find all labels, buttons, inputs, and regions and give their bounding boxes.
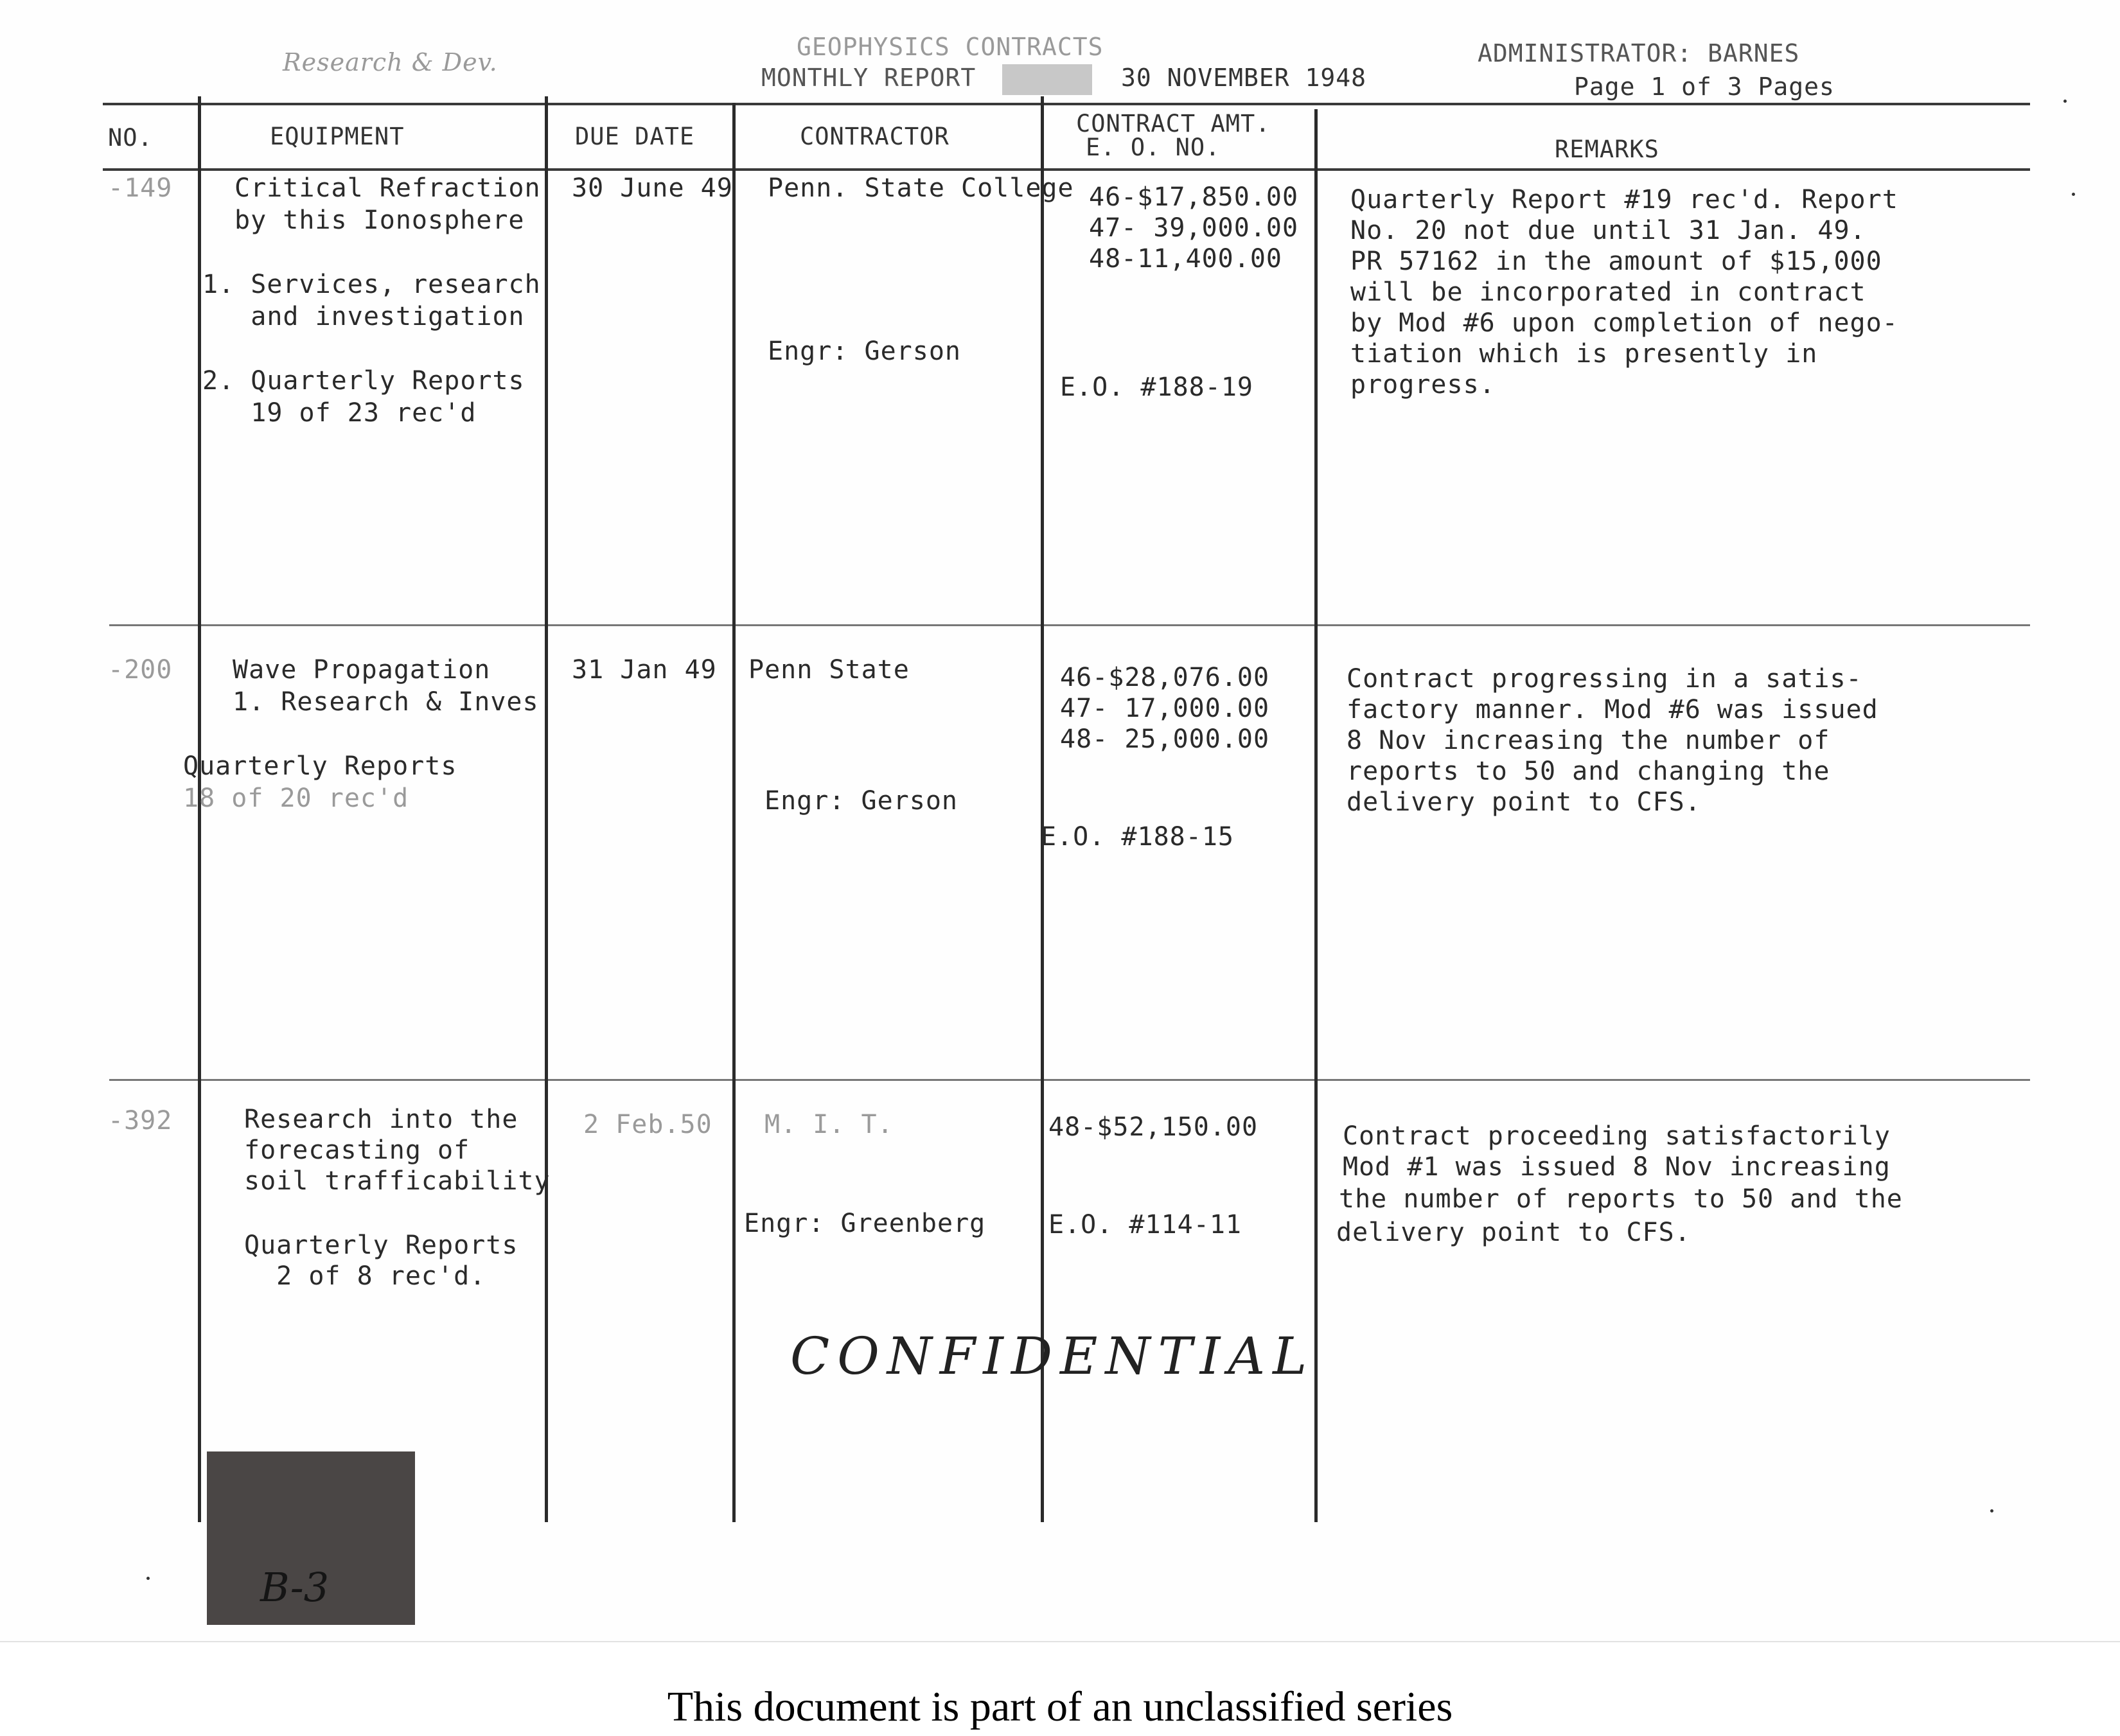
row3-remark-3: the number of reports to 50 and the: [1339, 1184, 1903, 1214]
row2-amount-3: 48- 25,000.00: [1060, 724, 1270, 754]
row1-remark-5: by Mod #6 upon completion of nego-: [1350, 308, 1898, 338]
row2-eo: E.O. #188-15: [1041, 822, 1234, 852]
col-header-contractor: CONTRACTOR: [800, 123, 950, 150]
row1-equip-1: Critical Refraction: [234, 173, 541, 203]
col-header-no: NO.: [108, 124, 153, 152]
row1-remark-1: Quarterly Report #19 rec'd. Report: [1350, 185, 1898, 215]
row3-amount-1: 48-$52,150.00: [1048, 1112, 1259, 1142]
speck: [146, 1577, 150, 1580]
row3-equip-1: Research into the: [244, 1105, 518, 1134]
row2-remark-5: delivery point to CFS.: [1347, 787, 1701, 817]
col-header-contract-amt: CONTRACT AMT.: [1076, 110, 1271, 137]
row2-remark-4: reports to 50 and changing the: [1347, 757, 1830, 786]
row2-contractor: Penn State: [748, 655, 910, 685]
rule-row-1: [109, 624, 2030, 626]
speck: [2063, 100, 2067, 103]
vrule-4: [1041, 96, 1044, 1522]
row3-equip-6: 2 of 8 rec'd.: [244, 1261, 486, 1291]
row3-no: -392: [108, 1106, 173, 1135]
speck: [1990, 1509, 1993, 1512]
row2-remark-3: 8 Nov increasing the number of: [1347, 726, 1830, 755]
report-title: MONTHLY REPORT: [761, 64, 976, 92]
row2-remark-2: factory manner. Mod #6 was issued: [1347, 695, 1878, 724]
row1-equip-7: 2. Quarterly Reports: [202, 366, 525, 396]
row2-amount-1: 46-$28,076.00: [1060, 663, 1270, 692]
row3-remark-2: Mod #1 was issued 8 Nov increasing: [1343, 1152, 1891, 1182]
row3-remark-4: delivery point to CFS.: [1336, 1218, 1691, 1247]
row2-no: -200: [108, 655, 173, 685]
row1-remark-2: No. 20 not due until 31 Jan. 49.: [1350, 216, 1866, 245]
row1-due-date: 30 June 49: [572, 173, 733, 203]
row1-remark-4: will be incorporated in contract: [1350, 277, 1866, 307]
row1-no: -149: [108, 173, 173, 203]
row2-due-date: 31 Jan 49: [572, 655, 717, 685]
col-header-remarks: REMARKS: [1555, 136, 1659, 163]
row1-contractor: Penn. State College: [768, 173, 1074, 203]
col-header-due-date: DUE DATE: [575, 123, 695, 150]
speck: [2072, 193, 2075, 196]
vrule-3: [732, 103, 736, 1522]
redaction-block: [1002, 64, 1092, 95]
row3-contractor: M. I. T.: [764, 1110, 894, 1139]
row3-engineer: Engr: Greenberg: [744, 1209, 986, 1238]
col-header-eo: E. O. NO.: [1086, 134, 1221, 161]
vrule-5: [1314, 109, 1318, 1522]
row3-eo: E.O. #114-11: [1048, 1210, 1242, 1240]
row1-equip-4: 1. Services, research: [202, 270, 541, 299]
agency-title: GEOPHYSICS CONTRACTS: [797, 33, 1104, 61]
row3-equip-5: Quarterly Reports: [244, 1231, 518, 1260]
footer-note: This document is part of an unclassified series: [667, 1683, 1453, 1730]
row1-equip-8: 19 of 23 rec'd: [202, 398, 477, 428]
row2-equip-1: Wave Propagation: [233, 655, 491, 685]
page-separator: [0, 1641, 2120, 1642]
row1-amount-2: 47- 39,000.00: [1089, 213, 1299, 243]
row1-remark-7: progress.: [1350, 370, 1496, 399]
confidential-handwriting: CONFIDENTIAL: [790, 1326, 1315, 1386]
row3-remark-1: Contract proceeding satisfactorily: [1343, 1121, 1891, 1151]
col-header-equipment: EQUIPMENT: [270, 123, 405, 150]
report-date: 30 NOVEMBER 1948: [1121, 64, 1367, 92]
stamp-mark: B-3: [260, 1564, 330, 1611]
row2-remark-1: Contract progressing in a satis-: [1347, 664, 1862, 694]
page-info: Page 1 of 3 Pages: [1574, 73, 1835, 101]
row2-equip-2: 1. Research & Inves.: [233, 687, 555, 717]
row1-remark-6: tiation which is presently in: [1350, 339, 1818, 369]
row1-eo: E.O. #188-19: [1060, 373, 1253, 402]
vrule-2: [545, 96, 548, 1522]
row1-remark-3: PR 57162 in the amount of $15,000: [1350, 247, 1882, 276]
row3-equip-3: soil trafficability: [244, 1166, 551, 1196]
row2-engineer: Engr: Gerson: [764, 786, 958, 816]
rule-row-2: [109, 1079, 2030, 1081]
row2-amount-2: 47- 17,000.00: [1060, 694, 1270, 723]
rule-top: [103, 103, 2030, 105]
row1-equip-2: by this Ionosphere: [234, 206, 525, 235]
row3-equip-2: forecasting of: [244, 1135, 470, 1165]
row3-due-date: 2 Feb.50: [583, 1110, 712, 1139]
row2-reports-1: Quarterly Reports: [183, 751, 457, 781]
handwritten-header: Research & Dev.: [283, 48, 498, 76]
row1-engineer: Engr: Gerson: [768, 337, 961, 366]
row1-amount-3: 48-11,400.00: [1089, 244, 1282, 274]
row1-equip-5: and investigation: [202, 302, 525, 331]
administrator: ADMINISTRATOR: BARNES: [1478, 39, 1800, 67]
row1-amount-1: 46-$17,850.00: [1089, 182, 1299, 212]
row2-reports-2: 18 of 20 rec'd: [183, 784, 409, 813]
rule-header: [103, 168, 2030, 171]
